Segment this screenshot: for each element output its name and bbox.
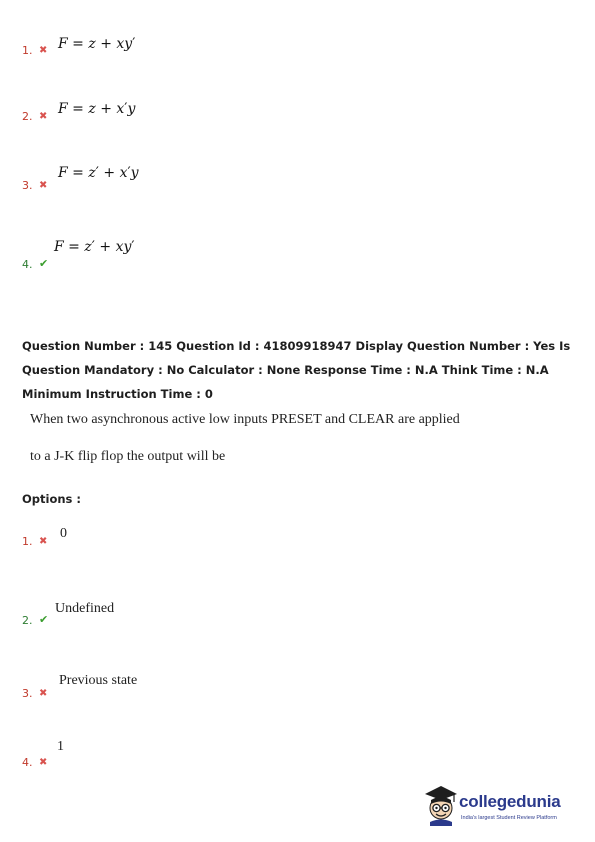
option-formula: F = z′ + xy′ [54,239,135,255]
question-text-line-2: to a J-K flip flop the output will be [30,449,226,464]
mascot-icon [421,782,461,826]
question-meta: Question Number : 145 Question Id : 41809918947 Display Question Number : Yes Is Question Mandatory : No Calculator : None Response Time : N.A Think Time : N.A Minimum Instruction Time : 0 [22,339,571,401]
logo-wordmark: collegedunia [459,792,561,811]
q2-option-4 [22,739,322,769]
x-mark-icon: ✖ [39,111,48,122]
option-text: 1 [57,739,64,754]
x-mark-icon: ✖ [39,536,48,547]
logo-tagline: India's largest Student Review Platform [461,815,557,821]
q1-option-3 [22,165,322,195]
option-formula: F = z + x′y [58,101,136,117]
collegedunia-logo [421,782,581,828]
option-formula: F = z′ + x′y [58,165,139,181]
x-mark-icon: ✖ [39,45,48,56]
option-number: 4. [22,258,33,271]
option-number: 1. [22,44,33,57]
q1-option-2 [22,101,322,125]
x-mark-icon: ✖ [39,180,48,191]
option-text: Undefined [55,601,115,616]
check-mark-icon: ✔ [39,257,49,270]
q2-option-3 [22,673,322,699]
check-mark-icon: ✔ [39,613,49,626]
question-text-line-1: When two asynchronous active low inputs PRESET and CLEAR are applied [30,412,460,427]
options-label: Options : [22,492,81,506]
option-formula: F = z + xy′ [58,36,136,52]
option-text: 0 [60,526,67,541]
q2-option-2 [22,601,322,625]
x-mark-icon: ✖ [39,757,48,768]
q1-option-1 [22,36,322,60]
option-number: 3. [22,687,33,700]
option-number: 3. [22,179,33,192]
option-number: 2. [22,614,33,627]
q1-option-4 [22,239,322,273]
option-number: 4. [22,756,33,769]
option-number: 2. [22,110,33,123]
q2-option-1 [22,526,322,548]
x-mark-icon: ✖ [39,688,48,699]
option-text: Previous state [59,673,138,688]
option-number: 1. [22,535,33,548]
